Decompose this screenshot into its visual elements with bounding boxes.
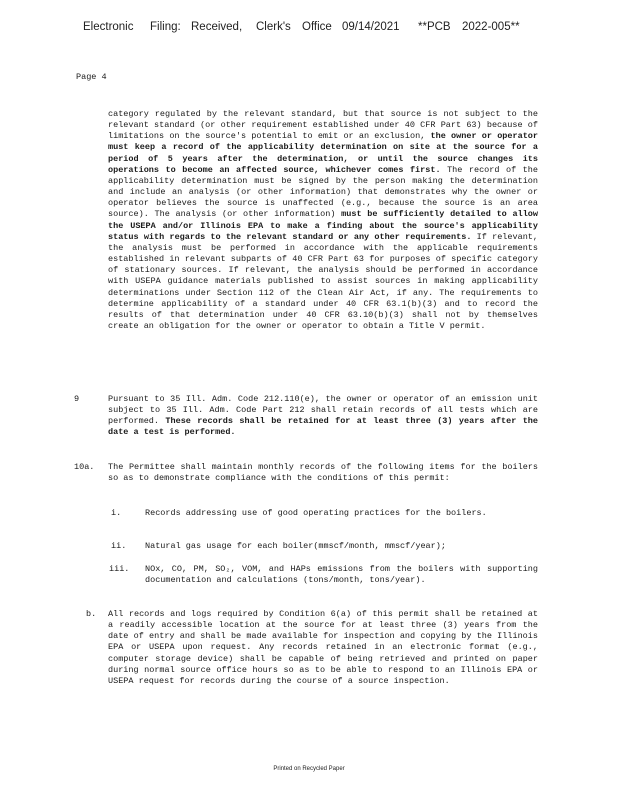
intro-paragraph: [108, 109, 538, 332]
item-i-text: Records addressing use of good operating practices for the boilers.: [145, 508, 487, 518]
condition-9-bold: These records shall be retained for at least three (3) years after the date a test is performed.: [108, 416, 538, 438]
condition-10a-number: 10a.: [74, 462, 95, 472]
intro-text-3: If relevant, the analysis must be performed in accordance with the applicable requirements established in relevant subparts of 40 CFR Part 63 for purposes of specific category of stationary sources. If relevant, the analysis should be performed in accordance with USEPA guidance materials published to assist sources in making applicability determinations under Section 112 of the Clean Air Act, if any. The requirements to determine applicability of a standard under 40 CFR 63.1(b)(3) and to record the results of that determination under 40 CFR 63.10(b)(3) shall not by themselves create an obligation for the owner or operator to obtain a Title V permit.: [108, 231, 539, 331]
header-clerk: Clerk's: [256, 21, 291, 33]
item-iii-label: iii.: [109, 564, 130, 574]
condition-9-paragraph: [108, 394, 538, 439]
header-date: 09/14/2021: [342, 21, 400, 33]
intro-bold-1: the owner or operator must keep a record of the applicability determination on site at the source for a period of 5 years after the determination, or until the source changes its operations to become an affected source, whichever comes first.: [108, 131, 538, 175]
intro-text-1: category regulated by the relevant standard, but that source is not subject to the relevant standard (or other requirement established under 40 CFR Part 63) because of limitations on the source's potential to emit or an exclusion,: [108, 109, 538, 142]
item-ii-text: Natural gas usage for each boiler(mmscf/month, mmscf/year);: [145, 541, 446, 551]
condition-b-text: All records and logs required by Condition 6(a) of this permit shall be retained at a readily accessible location at the source for at least three (3) years from the date of entry and shall be made available for inspection and copying by the Illinois EPA or USEPA upon request. Any records retained in an electronic format (e.g., computer storage device) shall be capable of being retrieved and printed on paper during normal source office hours so as to be able to respond to an Illinois EPA or USEPA request for records during the course of a source inspection.: [108, 609, 538, 686]
condition-9-number: 9: [74, 394, 80, 404]
intro-text-2: The record of the applicability determination must be signed by the person making the determination and include an analysis (or other information) that demonstrates why the owner or operator believes the source is unaffected (e.g., because the source is an area source). The analysis (or other information): [108, 164, 538, 220]
page-number: Page 4: [76, 72, 107, 82]
header-office: Office: [302, 21, 332, 33]
header-filing: Filing:: [150, 21, 181, 33]
header-electronic: Electronic: [83, 21, 134, 33]
condition-b-number: b.: [86, 609, 97, 619]
header-docket: 2022-005**: [462, 21, 520, 33]
header-pcb: **PCB: [418, 21, 451, 33]
header-received: Received,: [191, 21, 243, 33]
item-iii: [145, 564, 538, 586]
item-ii: [145, 541, 538, 552]
item-iii-text: NOx, CO, PM, SO₂, VOM, and HAPs emissions from the boilers with supporting documentation and calculations (tons/month, tons/year).: [145, 564, 538, 586]
item-ii-label: ii.: [111, 541, 127, 551]
item-i: [145, 508, 538, 519]
condition-10a-paragraph: [108, 462, 538, 484]
condition-b-paragraph: [108, 609, 538, 687]
intro-bold-2: must be sufficiently detailed to allow the USEPA and/or Illinois EPA to make a finding about the source's applicability status with regards to the relevant standard or any other requirements.: [108, 209, 538, 242]
item-i-label: i.: [111, 508, 122, 518]
condition-10a-text: The Permittee shall maintain monthly records of the following items for the boilers so as to demonstrate compliance with the conditions of this permit:: [108, 462, 538, 484]
condition-9-text: Pursuant to 35 Ill. Adm. Code 212.110(e), the owner or operator of an emission unit subject to 35 Ill. Adm. Code Part 212 shall retain records of all tests which are performed.: [108, 394, 538, 427]
footer-recycled-paper: Printed on Recycled Paper: [273, 766, 345, 772]
